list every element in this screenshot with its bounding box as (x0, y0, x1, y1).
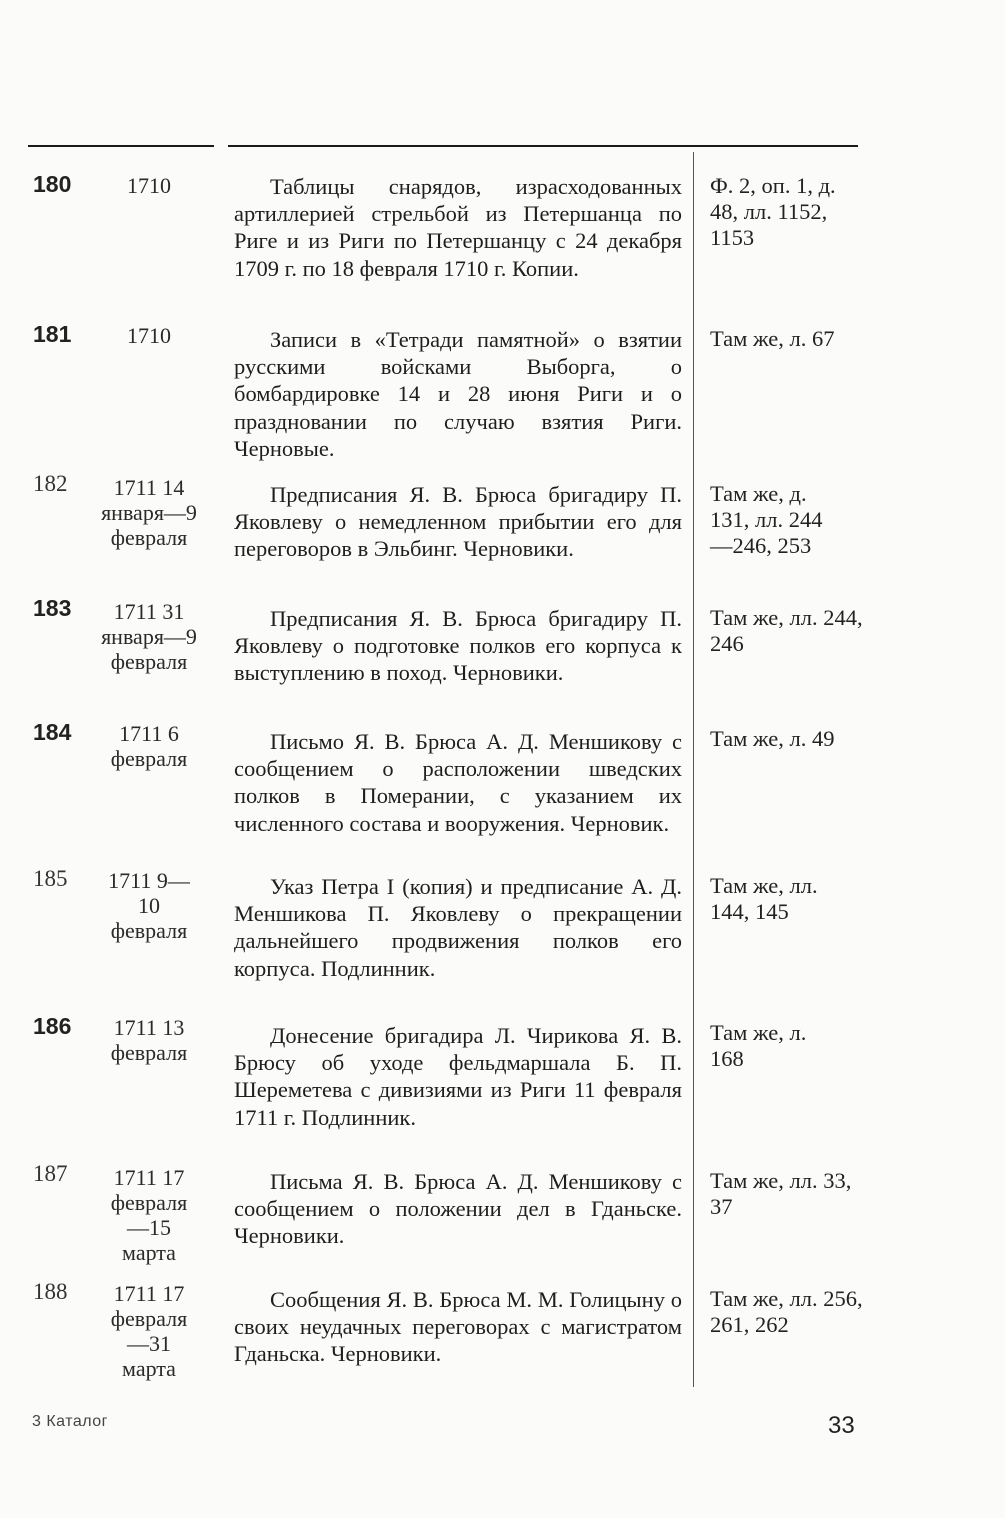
entry-number: 181 (33, 321, 72, 347)
entry-number: 188 (33, 1279, 68, 1304)
header-rule-gap (214, 143, 228, 149)
entry-reference: Там же, л. 67 (710, 326, 835, 351)
entry-date (88, 599, 210, 674)
entry-description: Сообщения Я. В. Брюса М. М. Голицыну о своих неудачных переговорах с магистратом Гданьска. Черновики. (234, 1287, 682, 1367)
entry-number: 184 (33, 719, 72, 745)
entry-date (88, 1281, 210, 1381)
entry-description: Записи в «Тетради памятной» о взятии русскими войсками Выборга, о бомбардировке 14 и 28 июня Риги и о праздновании по случаю взятия Риги. Черновые. (234, 327, 682, 461)
entry-date-text: 1711 13 февраля (110, 1015, 188, 1065)
entry-reference: Там же, л. 168 (710, 1020, 807, 1071)
entry-date (88, 173, 210, 198)
entry-date-text: 1711 17 февраля—31 марта (110, 1281, 188, 1381)
entry-reference: Там же, лл. 144, 145 (710, 873, 818, 924)
entry-date-text: 1710 (127, 173, 171, 198)
entry-reference: Там же, л. 49 (710, 726, 835, 751)
entry-date-text: 1711 31 января—9 февраля (101, 599, 197, 674)
entry-description: Таблицы снарядов, израсходованных артиллерией стрельбой из Петершанца по Риге и из Риги по Петершанцу с 24 декабря 1709 г. по 18 февраля 1710 г. Копии. (234, 174, 682, 281)
entry-description: Донесение бригадира Л. Чирикова Я. В. Брюсу об уходе фельдмаршала Б. П. Шереметева с дивизиями из Риги 11 февраля 1711 г. Подлинник. (234, 1023, 682, 1130)
column-divider (693, 152, 694, 1387)
entry-date-text: 1711 9—10 февраля (108, 868, 190, 943)
entry-description: Предписания Я. В. Брюса бригадиру П. Яковлеву о немедленном прибытии его для переговоров в Эльбинг. Черновики. (234, 482, 682, 562)
entry-number: 182 (33, 471, 68, 496)
entry-reference: Там же, лл. 244, 246 (710, 605, 863, 656)
entry-date (88, 323, 210, 348)
entry-date-text: 1710 (127, 323, 171, 348)
entry-number: 186 (33, 1013, 72, 1039)
entry-reference: Там же, лл. 256, 261, 262 (710, 1286, 863, 1337)
page-number: 33 (828, 1412, 855, 1439)
signature-mark: 3 Каталог (32, 1413, 109, 1430)
entry-reference: Там же, д. 131, лл. 244—246, 253 (710, 481, 823, 558)
entry-number: 185 (33, 866, 68, 891)
entry-date-text: 1711 6 февраля (110, 721, 188, 771)
entry-reference: Там же, лл. 33, 37 (710, 1168, 852, 1219)
header-rule (28, 145, 858, 147)
entry-description: Предписания Я. В. Брюса бригадиру П. Яковлеву о подготовке полков его корпуса к выступлению в поход. Черновики. (234, 606, 682, 686)
entry-number: 183 (33, 595, 72, 621)
entry-number: 187 (33, 1161, 68, 1186)
entry-date (88, 475, 210, 550)
entry-description: Указ Петра I (копия) и предписание А. Д. Меншикова П. Яковлеву о прекращении дальнейшего продвижения полков его корпуса. Подлинник. (234, 874, 682, 981)
entry-date (88, 721, 210, 771)
entry-date (88, 1165, 210, 1265)
entry-date (88, 868, 210, 943)
entry-description: Письмо Я. В. Брюса А. Д. Меншикову с сообщением о расположении шведских полков в Померании, с указанием их численного состава и вооружения. Черновик. (234, 729, 682, 836)
entry-description: Письма Я. В. Брюса А. Д. Меншикову с сообщением о положении дел в Гданьске. Черновики. (234, 1169, 682, 1249)
entry-date-text: 1711 17 февраля—15 марта (110, 1165, 188, 1265)
entry-date (88, 1015, 210, 1065)
entry-date-text: 1711 14 января—9 февраля (101, 475, 197, 550)
entry-number: 180 (33, 171, 72, 197)
entry-reference: Ф. 2, оп. 1, д. 48, лл. 1152, 1153 (710, 173, 836, 250)
